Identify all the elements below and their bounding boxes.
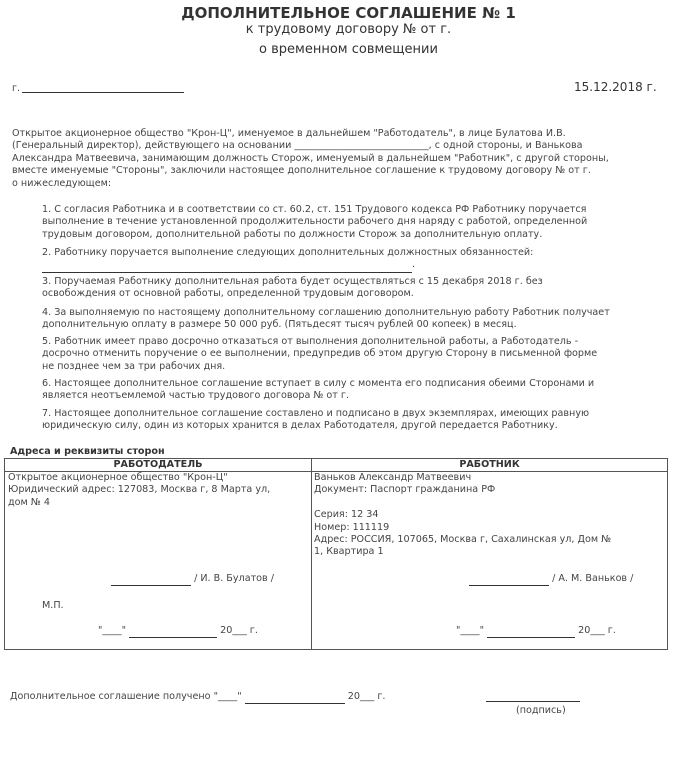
employee-line: Серия: 12 34 <box>314 509 379 521</box>
receipt-year: 20___ г. <box>347 691 386 702</box>
employee-line: Ваньков Александр Матвеевич <box>314 472 472 483</box>
employer-line: дом № 4 <box>8 496 50 508</box>
employee-line: 1, Квартира 1 <box>314 546 384 558</box>
employer-signature-line <box>111 573 191 586</box>
employer-line: Юридический адрес: 127083, Москва г, 8 Марта ул, <box>8 484 271 496</box>
clause-7 <box>42 408 589 433</box>
receipt-month-line <box>245 691 345 704</box>
document-date: 15.12.2018 г. <box>574 80 657 94</box>
clause-6 <box>42 378 594 403</box>
employer-signature-name: / И. В. Булатов / <box>194 573 274 584</box>
duties-blank-line <box>42 259 412 272</box>
employer-header: РАБОТОДАТЕЛЬ <box>5 459 311 472</box>
employer-date-year: 20___ г. <box>220 625 258 636</box>
clause-2 <box>42 247 533 273</box>
employee-sign-date <box>456 625 616 638</box>
receipt-signature-line <box>486 701 580 702</box>
clause-4 <box>42 307 610 332</box>
receipt-text: Дополнительное соглашение получено <box>10 691 211 702</box>
intro-paragraph <box>12 128 609 190</box>
column-divider <box>311 459 312 649</box>
clause-3 <box>42 276 543 301</box>
employee-line <box>314 497 611 509</box>
receipt-day: "____" <box>213 691 242 702</box>
clause-line: дополнительную оплату в размере 50 000 руб. (Пятьдесят тысяч рублей 00 копеек) в месяц. <box>42 319 517 331</box>
employer-details <box>8 472 270 509</box>
document-subtitle-type: о временном совмещении <box>259 42 438 57</box>
employee-line: Номер: 111119 <box>314 521 390 533</box>
employee-header: РАБОТНИК <box>312 459 667 472</box>
employer-date-month-line <box>129 625 217 638</box>
clause-line: 4. За выполняемую по настоящему дополнительному соглашению дополнительную работу Работник получает <box>42 307 610 318</box>
intro-line: Открытое акционерное общество "Крон-Ц", именуемое в дальнейшем "Работодатель", в лице Булатова И.В. <box>12 128 566 139</box>
stamp-label: М.П. <box>42 600 64 611</box>
employee-signature-name: / А. М. Ваньков / <box>552 573 634 584</box>
intro-line: вместе именуемые "Стороны", заключили настоящее дополнительное соглашение к трудовому договору № от г. <box>12 165 591 177</box>
employer-date-day: "____" <box>98 625 127 636</box>
clause-line: 3. Поручаемая Работнику дополнительная работа будет осуществляться с 15 декабря 2018 г. без <box>42 276 543 287</box>
clause-line: выполнение в течение установленной продолжительности рабочего дня наряду с работой, определенной <box>42 216 588 228</box>
clause-line: 7. Настоящее дополнительное соглашение составлено и подписано в двух экземплярах, имеющих равную <box>42 408 590 419</box>
employee-signature-line <box>469 573 549 586</box>
clause-line: освобождения от основной работы, определенной трудовым договором. <box>42 288 414 300</box>
clause-line: юридическую силу, один из которых хранится в делах Работодателя, другой передается Работнику. <box>42 420 558 432</box>
clause-line: 2. Работнику поручается выполнение следующих дополнительных должностных обязанностей: <box>42 247 534 258</box>
clause-line: 5. Работник имеет право досрочно отказаться от выполнения дополнительной работы, а Работодатель - <box>42 336 579 347</box>
employee-signature <box>469 573 633 586</box>
place-blank-line <box>22 92 184 93</box>
clause-line: досрочно отменить поручение о ее выполнении, предупредив об этом другую Сторону в письменной форме <box>42 348 598 360</box>
requisites-table <box>4 458 668 650</box>
place-prefix: г. <box>12 83 21 94</box>
employee-date-year: 20___ г. <box>578 625 616 636</box>
employer-sign-date <box>98 625 258 638</box>
document-subtitle-contract: к трудовому договору № от г. <box>245 22 452 37</box>
clause-line: не позднее чем за три рабочих дня. <box>42 360 226 372</box>
clause-line <box>42 259 533 272</box>
clause-1 <box>42 204 587 241</box>
clause-line: 1. С согласия Работника и в соответствии со ст. 60.2, ст. 151 Трудового кодекса РФ Работнику поручается <box>42 204 587 215</box>
clause-line: является неотъемлемой частью трудового договора № от г. <box>42 390 350 402</box>
clause-5 <box>42 336 597 373</box>
requisites-heading: Адреса и реквизиты сторон <box>10 446 165 457</box>
employer-line: Открытое акционерное общество "Крон-Ц" <box>8 472 228 483</box>
document-title: ДОПОЛНИТЕЛЬНОЕ СОГЛАШЕНИЕ № 1 <box>181 4 516 22</box>
clause-line: трудовым договором, дополнительной работы по должности Сторож за дополнительную оплату. <box>42 228 543 240</box>
clause-line-end: . <box>412 259 416 271</box>
employee-line: Документ: Паспорт гражданина РФ <box>314 484 496 496</box>
employee-details <box>314 472 611 559</box>
employee-date-month-line <box>487 625 575 638</box>
employer-signature <box>111 573 274 586</box>
receipt-signature-caption: (подпись) <box>516 705 566 716</box>
intro-line: о нижеследующем: <box>12 177 112 189</box>
employee-line: Адрес: РОССИЯ, 107065, Москва г, Сахалинская ул, Дом № <box>314 534 612 546</box>
employee-date-day: "____" <box>456 625 485 636</box>
clause-line: 6. Настоящее дополнительное соглашение вступает в силу с момента его подписания обеими Сторонами и <box>42 378 595 389</box>
intro-line: (Генеральный директор), действующего на основании ____________________________, с одной стороны, и Ванькова <box>12 140 583 152</box>
receipt-line <box>10 691 385 704</box>
intro-line: Александра Матвеевича, занимающим должность Сторож, именуемый в дальнейшем "Работник", с другой стороны, <box>12 152 609 164</box>
